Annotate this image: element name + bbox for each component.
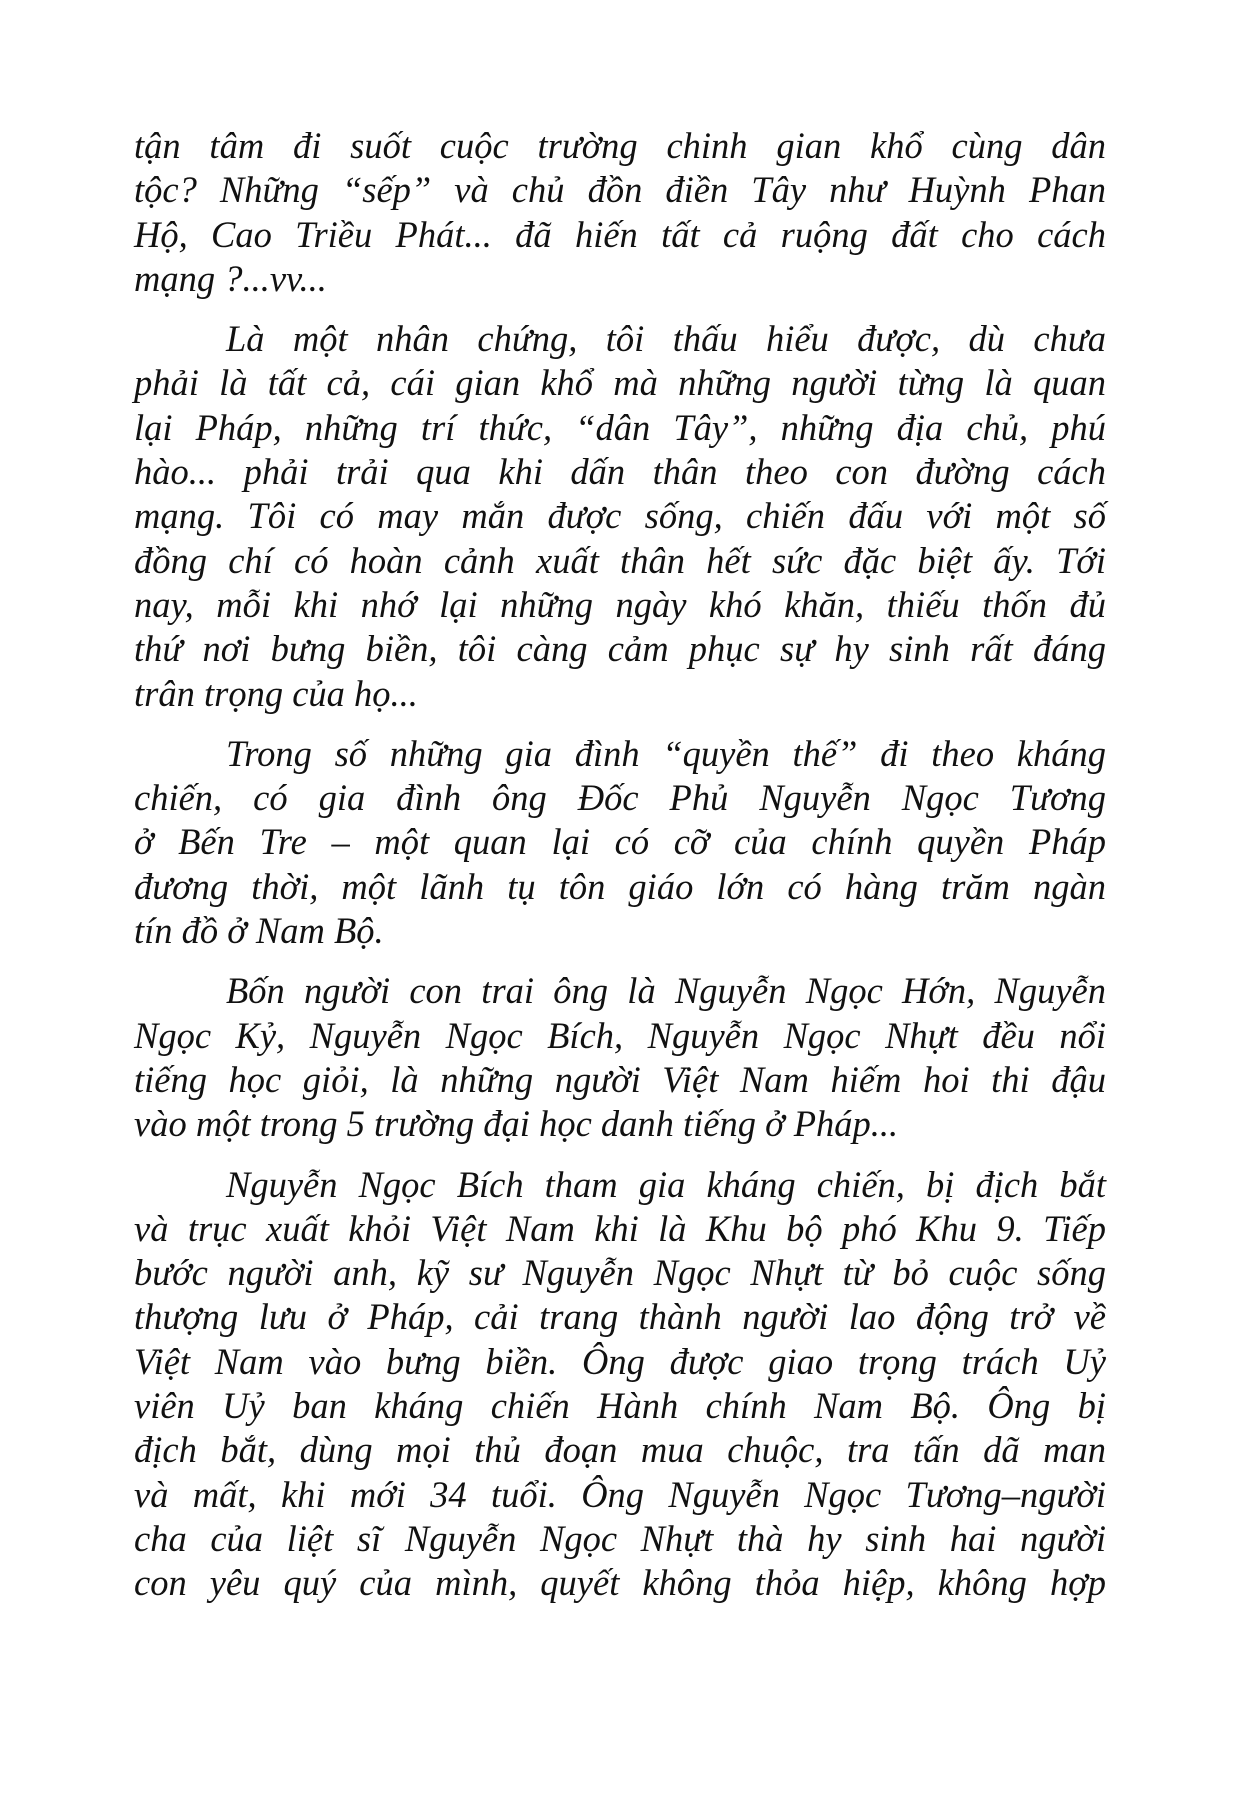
paragraph-4 (134, 969, 1106, 1146)
text-line: và mất, khi mới 34 tuổi. Ông Nguyễn Ngọc Tương–người (134, 1473, 1106, 1515)
text-line: mạng ?...vv... (134, 257, 327, 299)
text-line: Trong số những gia đình “quyền thế” đi theo kháng (226, 732, 1106, 774)
text-line: Nguyễn Ngọc Bích tham gia kháng chiến, bị địch bắt (226, 1163, 1106, 1205)
text-line: phải là tất cả, cái gian khổ mà những người từng là quan (134, 362, 1106, 404)
text-line: và trục xuất khỏi Việt Nam khi là Khu bộ phó Khu 9. Tiếp (134, 1207, 1106, 1249)
text-line: đồng chí có hoàn cảnh xuất thân hết sức đặc biệt ấy. Tới (134, 539, 1106, 581)
text-line: mạng. Tôi có may mắn được sống, chiến đấu với một số (134, 495, 1106, 537)
text-line: Ngọc Kỷ, Nguyễn Ngọc Bích, Nguyễn Ngọc Nhựt đều nổi (134, 1014, 1106, 1056)
text-line: cha của liệt sĩ Nguyễn Ngọc Nhựt thà hy sinh hai người (134, 1517, 1106, 1559)
text-line: chiến, có gia đình ông Đốc Phủ Nguyễn Ngọc Tương (134, 777, 1106, 819)
text-line: vào một trong 5 trường đại học danh tiếng ở Pháp... (134, 1103, 899, 1145)
text-line: thứ nơi bưng biền, tôi càng cảm phục sự hy sinh rất đáng (134, 628, 1106, 670)
text-line: ở Bến Tre – một quan lại có cỡ của chính quyền Pháp (134, 821, 1106, 863)
text-line: Bốn người con trai ông là Nguyễn Ngọc Hớn, Nguyễn (226, 970, 1106, 1012)
text-line: tận tâm đi suốt cuộc trường chinh gian khổ cùng dân (134, 125, 1106, 166)
paragraph-1 (134, 124, 1106, 301)
text-line: tiếng học giỏi, là những người Việt Nam hiếm hoi thi đậu (134, 1058, 1106, 1100)
text-line: tín đồ ở Nam Bộ. (134, 910, 384, 952)
text-line: Là một nhân chứng, tôi thấu hiểu được, dù chưa (226, 318, 1106, 360)
text-line: địch bắt, dùng mọi thủ đoạn mua chuộc, tra tấn dã man (134, 1429, 1106, 1471)
text-line: Hộ, Cao Triều Phát... đã hiến tất cả ruộng đất cho cách (134, 213, 1106, 255)
text-line: trân trọng của họ... (134, 672, 418, 714)
text-line: đương thời, một lãnh tụ tôn giáo lớn có hàng trăm ngàn (134, 865, 1106, 907)
book-page (134, 124, 1106, 1622)
text-line: Việt Nam vào bưng biền. Ông được giao trọng trách Uỷ (134, 1340, 1106, 1382)
text-line: bước người anh, kỹ sư Nguyễn Ngọc Nhựt từ bỏ cuộc sống (134, 1252, 1106, 1294)
paragraph-2 (134, 317, 1106, 716)
text-line: con yêu quý của mình, quyết không thỏa hiệp, không hợp (134, 1562, 1106, 1604)
paragraph-3 (134, 732, 1106, 953)
text-line: thượng lưu ở Pháp, cải trang thành người lao động trở về (134, 1296, 1106, 1338)
text-line: viên Uỷ ban kháng chiến Hành chính Nam Bộ. Ông bị (134, 1385, 1106, 1427)
paragraph-5 (134, 1163, 1106, 1606)
text-line: hào... phải trải qua khi dấn thân theo con đường cách (134, 451, 1106, 493)
text-line: tộc? Những “sếp” và chủ đồn điền Tây như Huỳnh Phan (134, 169, 1106, 211)
text-line: lại Pháp, những trí thức, “dân Tây”, những địa chủ, phú (134, 406, 1106, 448)
text-line: nay, mỗi khi nhớ lại những ngày khó khăn, thiếu thốn đủ (134, 583, 1106, 625)
